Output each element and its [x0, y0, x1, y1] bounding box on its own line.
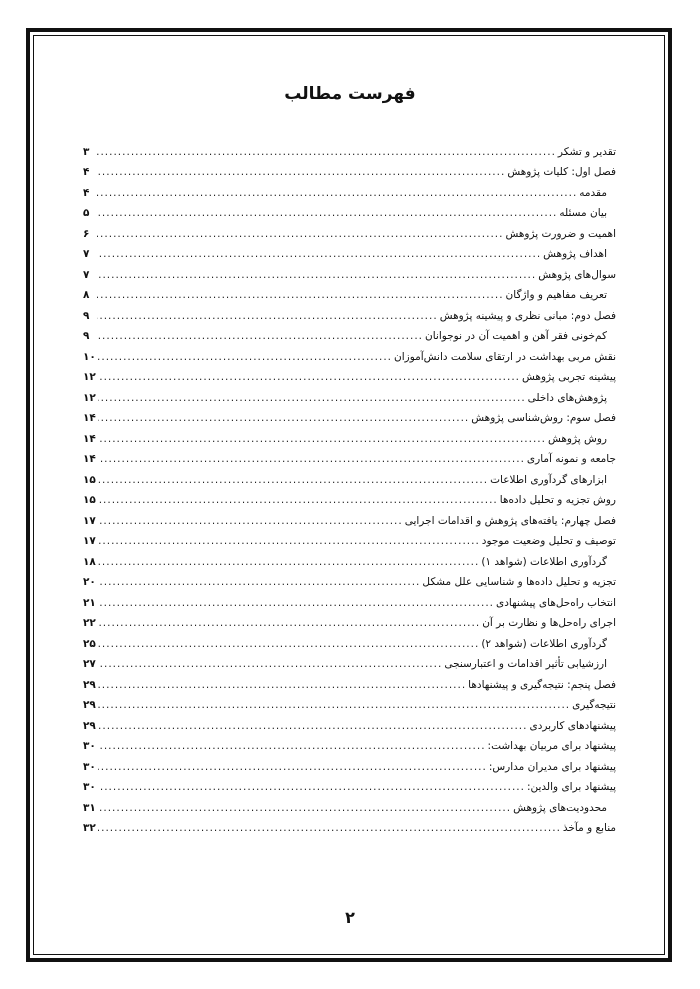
toc-entry-page: ۹ — [83, 330, 90, 342]
toc-entry-label: سوال‌های پژوهش — [538, 268, 616, 281]
toc-entry[interactable] — [83, 466, 616, 487]
table-of-contents — [83, 138, 616, 835]
toc-dot-leader — [97, 186, 577, 200]
toc-entry[interactable] — [83, 548, 616, 569]
toc-entry-label: تقدیر و تشکر — [557, 145, 616, 158]
toc-entry-page: ۸ — [83, 289, 90, 301]
toc-dot-leader — [98, 575, 421, 589]
toc-dot-leader — [98, 821, 561, 835]
toc-entry[interactable] — [83, 487, 616, 508]
toc-entry[interactable] — [83, 712, 616, 733]
toc-dot-leader — [98, 780, 525, 794]
toc-dot-leader — [98, 411, 469, 425]
toc-entry-label: کم‌خونی فقر آهن و اهمیت آن در نوجوانان — [425, 330, 607, 342]
toc-entry[interactable] — [83, 774, 616, 795]
toc-entry-page: ۳۰ — [83, 740, 96, 752]
toc-dot-leader — [98, 596, 494, 610]
toc-entry-label: منابع و مآخذ — [562, 822, 616, 834]
toc-dot-leader — [98, 657, 442, 671]
toc-entry[interactable] — [83, 323, 616, 344]
toc-entry-label: ارزشیابی تأثیر اقدامات و اعتبارسنجی — [444, 658, 607, 670]
toc-entry-label: تجزیه و تحلیل داده‌ها و شناسایی علل مشکل — [422, 576, 616, 588]
toc-entry-page: ۱۸ — [83, 555, 96, 568]
toc-entry-label: جامعه و نمونه آماری — [526, 453, 616, 465]
toc-entry[interactable] — [83, 815, 616, 836]
toc-entry-label: پیشنهاد برای مدیران مدارس: — [488, 760, 616, 773]
toc-entry-page: ۶ — [83, 227, 90, 240]
toc-entry[interactable] — [83, 630, 616, 651]
toc-dot-leader — [98, 534, 480, 548]
toc-entry-label: فصل اول: کلیات پژوهش — [507, 166, 616, 178]
toc-dot-leader — [98, 760, 487, 774]
toc-entry[interactable] — [83, 528, 616, 549]
toc-entry-page: ۲۹ — [83, 719, 96, 732]
toc-dot-leader — [97, 288, 504, 302]
toc-entry-label: فصل پنجم: نتیجه‌گیری و پیشنهادها — [468, 678, 616, 691]
toc-entry-page: ۹ — [83, 309, 90, 322]
toc-entry-page: ۳۰ — [83, 760, 96, 773]
toc-entry-page: ۷ — [83, 248, 90, 260]
toc-dot-leader — [97, 206, 557, 220]
toc-dot-leader — [97, 268, 536, 282]
toc-entry-page: ۳۱ — [83, 801, 96, 814]
toc-dot-leader — [97, 309, 438, 323]
toc-entry-page: ۳۲ — [83, 822, 96, 834]
toc-entry-page: ۲۰ — [83, 576, 96, 588]
toc-entry-page: ۱۷ — [83, 514, 96, 527]
toc-entry-page: ۱۷ — [83, 535, 96, 547]
toc-entry-page: ۲۱ — [83, 596, 96, 609]
toc-entry-label: گردآوری اطلاعات (شواهد ۱) — [481, 555, 607, 568]
toc-dot-leader — [98, 637, 479, 651]
toc-entry[interactable] — [83, 794, 616, 815]
toc-entry-page: ۲۹ — [83, 678, 96, 691]
toc-entry-label: پژوهش‌های داخلی — [527, 391, 607, 404]
toc-entry[interactable] — [83, 733, 616, 754]
toc-dot-leader — [98, 432, 546, 446]
toc-entry[interactable] — [83, 220, 616, 241]
toc-entry-label: نتیجه‌گیری — [572, 699, 616, 711]
toc-dot-leader — [98, 391, 526, 405]
toc-entry[interactable] — [83, 200, 616, 221]
toc-entry[interactable] — [83, 651, 616, 672]
toc-entry-label: اجرای راه‌حل‌ها و نظارت بر آن — [482, 617, 616, 629]
toc-entry-page: ۳ — [83, 145, 90, 158]
toc-dot-leader — [98, 473, 488, 487]
toc-entry[interactable] — [83, 261, 616, 282]
toc-entry-label: پیشنهاد برای مربیان بهداشت: — [487, 740, 616, 752]
toc-entry-page: ۲۷ — [83, 658, 96, 670]
toc-entry[interactable] — [83, 446, 616, 467]
toc-entry-label: بیان مسئله — [559, 207, 607, 219]
toc-entry[interactable] — [83, 282, 616, 303]
toc-entry-page: ۵ — [83, 207, 90, 219]
toc-dot-leader — [98, 350, 392, 364]
toc-entry[interactable] — [83, 364, 616, 385]
toc-entry-label: تعریف مفاهیم و واژگان — [505, 289, 607, 301]
toc-entry[interactable] — [83, 179, 616, 200]
toc-entry[interactable] — [83, 425, 616, 446]
toc-entry-label: گردآوری اطلاعات (شواهد ۲) — [481, 637, 607, 650]
toc-entry-label: فصل دوم: مبانی نظری و پیشینه پژوهش — [439, 309, 616, 322]
toc-entry-page: ۱۴ — [83, 412, 96, 424]
toc-entry-page: ۲۲ — [83, 617, 96, 629]
toc-entry-page: ۱۵ — [83, 494, 96, 506]
toc-entry-page: ۴ — [83, 166, 90, 178]
toc-entry[interactable] — [83, 753, 616, 774]
toc-entry[interactable] — [83, 671, 616, 692]
toc-entry-label: اهمیت و ضرورت پژوهش — [505, 227, 616, 240]
toc-entry-page: ۱۰ — [83, 350, 96, 363]
toc-entry-label: فصل چهارم: یافته‌های پژوهش و اقدامات اجرایی — [404, 514, 616, 527]
toc-dot-leader — [98, 739, 486, 753]
toc-entry-label: روش تجزیه و تحلیل داده‌ها — [499, 494, 616, 506]
toc-entry-label: انتخاب راه‌حل‌های پیشنهادی — [496, 596, 616, 609]
toc-entry-page: ۱۴ — [83, 453, 96, 465]
toc-entry[interactable] — [83, 302, 616, 323]
toc-entry-page: ۱۴ — [83, 432, 96, 445]
toc-entry-page: ۱۲ — [83, 391, 96, 404]
toc-entry-label: پیشنهاد برای والدین: — [526, 781, 616, 793]
toc-entry[interactable] — [83, 241, 616, 262]
toc-entry-label: پیشنهادهای کاربردی — [529, 719, 616, 732]
toc-entry-page: ۷ — [83, 268, 90, 281]
toc-entry-label: نقش مربی بهداشت در ارتقای سلامت دانش‌آموزان — [394, 350, 616, 363]
toc-entry-label: اهداف پژوهش — [543, 248, 607, 260]
page-title: فهرست مطالب — [284, 84, 416, 104]
toc-dot-leader — [98, 452, 525, 466]
page-number: ۲ — [345, 908, 355, 927]
toc-dot-leader — [97, 145, 556, 159]
toc-entry[interactable] — [83, 610, 616, 631]
toc-dot-leader — [98, 719, 528, 733]
toc-dot-leader — [98, 514, 403, 528]
toc-entry-page: ۱۵ — [83, 473, 96, 486]
toc-dot-leader — [98, 678, 466, 692]
toc-entry-label: روش پژوهش — [547, 432, 607, 445]
toc-entry-label: پیشینه تجربی پژوهش — [522, 371, 616, 383]
toc-entry-page: ۲۹ — [83, 699, 96, 711]
toc-dot-leader — [98, 616, 480, 630]
toc-dot-leader — [98, 698, 570, 712]
toc-entry-page: ۴ — [83, 186, 90, 199]
toc-dot-leader — [97, 227, 503, 241]
toc-dot-leader — [97, 165, 505, 179]
toc-entry[interactable] — [83, 589, 616, 610]
toc-entry[interactable] — [83, 692, 616, 713]
toc-dot-leader — [98, 555, 479, 569]
toc-entry-label: فصل سوم: روش‌شناسی پژوهش — [471, 412, 616, 424]
toc-entry-label: مقدمه — [579, 186, 607, 199]
toc-entry[interactable] — [83, 138, 616, 159]
toc-dot-leader — [98, 370, 520, 384]
toc-dot-leader — [98, 493, 498, 507]
toc-entry-label: ابزارهای گردآوری اطلاعات — [490, 473, 607, 486]
toc-entry[interactable] — [83, 405, 616, 426]
toc-entry-page: ۱۲ — [83, 371, 96, 383]
toc-entry-label: توصیف و تحلیل وضعیت موجود — [481, 535, 616, 547]
toc-entry[interactable] — [83, 569, 616, 590]
toc-entry-page: ۳۰ — [83, 781, 96, 793]
toc-dot-leader — [97, 329, 423, 343]
toc-entry-page: ۲۵ — [83, 637, 96, 650]
toc-dot-leader — [98, 801, 511, 815]
toc-dot-leader — [97, 247, 541, 261]
toc-entry[interactable] — [83, 384, 616, 405]
toc-entry[interactable] — [83, 507, 616, 528]
toc-entry[interactable] — [83, 343, 616, 364]
toc-entry[interactable] — [83, 159, 616, 180]
toc-entry-label: محدودیت‌های پژوهش — [513, 801, 607, 814]
